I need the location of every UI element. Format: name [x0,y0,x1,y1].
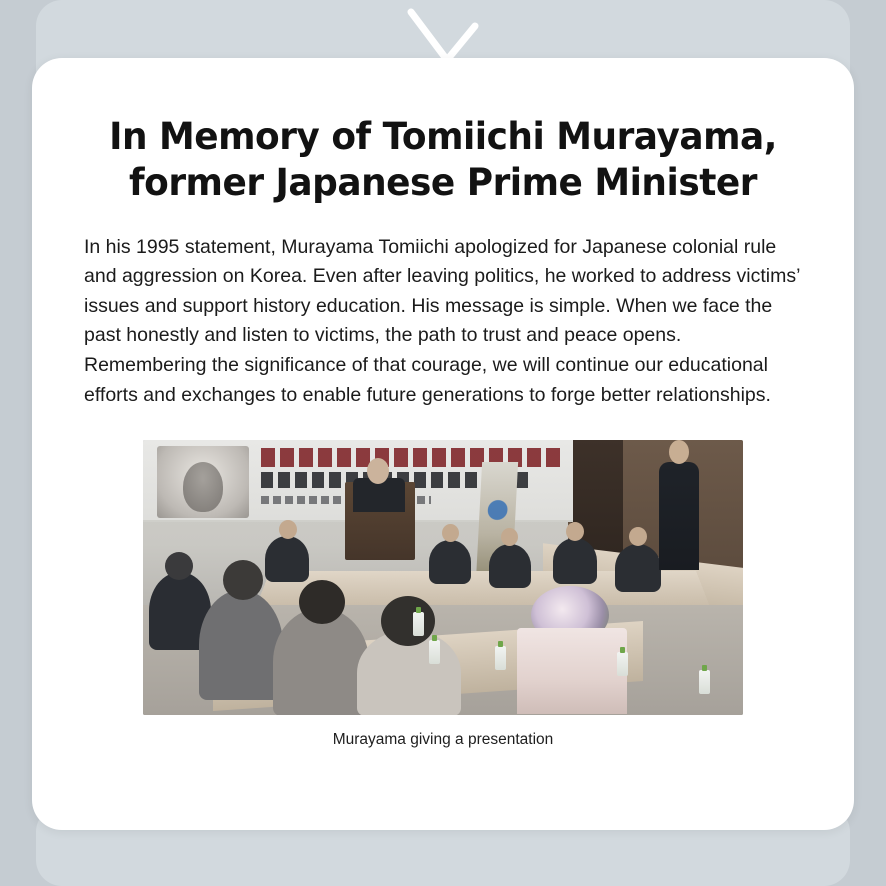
photo-banner-portrait [157,446,249,518]
photo-panelist [615,544,661,592]
photo-audience-member [273,608,369,715]
figure-caption: Murayama giving a presentation [332,731,554,749]
photo-water-bottle [413,612,424,636]
photo-panelist [553,538,597,584]
page-title-line-2: former Japanese Prime Minister [129,161,757,205]
photo-water-bottle [495,646,506,670]
photo-draped-table [517,628,627,714]
photo-water-bottle [617,652,628,676]
presentation-photo [143,440,743,715]
figure [143,440,743,749]
photo-water-bottle [429,640,440,664]
page-title [91,114,795,207]
page-title-line-1: In Memory of Tomiichi Murayama, [109,115,777,158]
photo-water-bottle [699,670,710,694]
photo-audience-head [299,580,345,624]
photo-panelist [429,540,471,584]
photo-audience-head [223,560,263,600]
content-card [32,58,854,830]
photo-standing-attendee [659,462,699,570]
body-paragraph: In his 1995 statement, Murayama Tomiichi apologized for Japanese colonial rule and aggression on Korea. Even after leaving politics, he worked to address victims’ issues and support history education. His message is simple. When we face the past honestly and listen to victims, the path to trust and peace opens. Remembering the significance of that courage, we will continue our educational efforts and exchanges to enable future generations to forge better relationships. [84,235,800,406]
photo-panelist [265,536,309,582]
photo-panelist [489,544,531,588]
photo-audience-member [199,590,283,700]
photo-audience-head [381,596,435,646]
